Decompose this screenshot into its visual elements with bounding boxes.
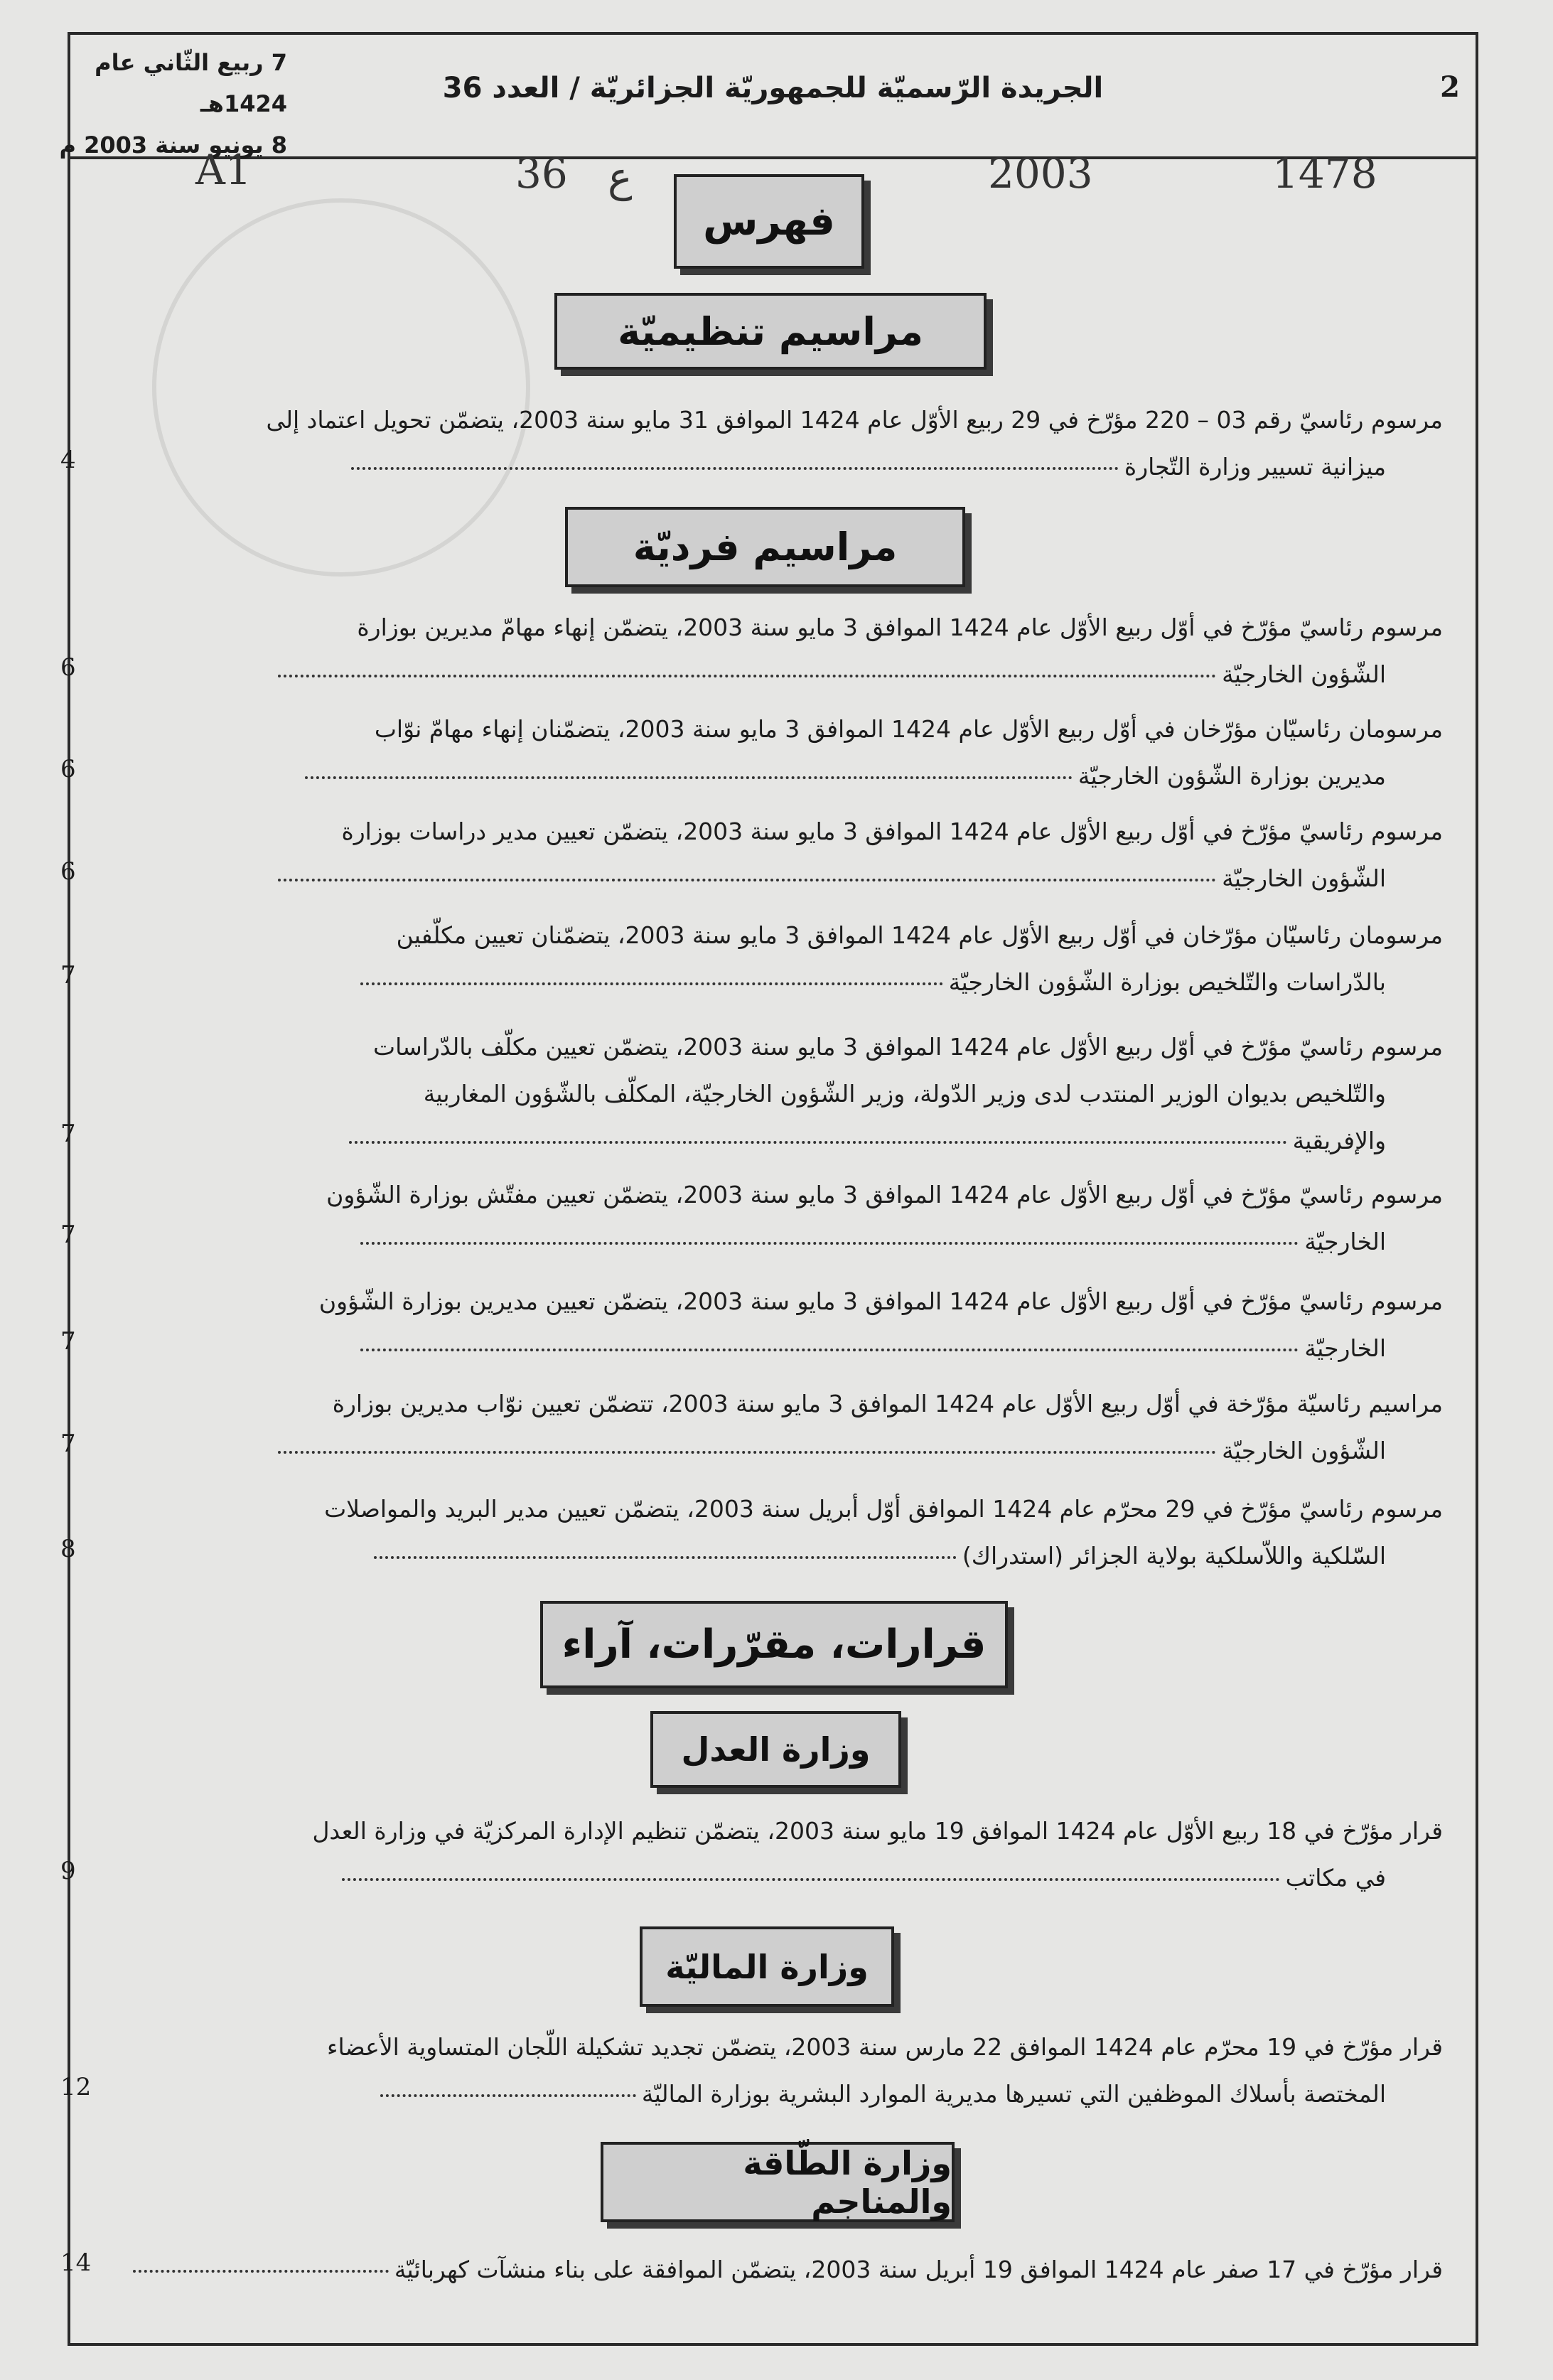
gazette-title: الجريدة الرّسميّة للجمهوريّة الجزائريّة / العدد 36 — [442, 72, 1104, 104]
entry-text: مرسوم رئاسيّ مؤرّخ في أوّل ربيع الأوّل عام 1424 الموافق 3 مايو سنة 2003، يتضمّن تعيين مفتّش بوزارة الشّؤون — [326, 1181, 1443, 1208]
toc-entry — [60, 1808, 1443, 1902]
toc-entry — [60, 912, 1443, 1006]
page-number: 2 — [1440, 70, 1460, 104]
toc-entry — [60, 1278, 1443, 1372]
entry-page-number: 7 — [60, 1221, 76, 1249]
entry-text: مرسوم رئاسيّ مؤرّخ في أوّل ربيع الأوّل عام 1424 الموافق 3 مايو سنة 2003، يتضمّن تعيين مديرين بوزارة الشّؤون — [318, 1287, 1443, 1315]
entry-text-cont: والتّلخيص بديوان الوزير المنتدب لدى وزير الدّولة، وزير الشّؤون الخارجيّة، المكلّف بالشّؤون المغاربية — [423, 1080, 1386, 1108]
page-header — [59, 35, 1476, 159]
entry-text-cont: الخارجيّة — [1304, 1228, 1386, 1255]
entry-text-cont: مديرين بوزارة الشّؤون الخارجيّة — [1078, 762, 1386, 790]
dot-leader — [351, 467, 1119, 470]
section-index-title: فهرس — [674, 174, 864, 269]
handwritten-issue: 36 — [515, 149, 568, 198]
entry-page-number: 6 — [60, 755, 76, 783]
handwritten-code-right: 1478 — [1272, 149, 1377, 198]
entry-text-cont: والإفريقية — [1292, 1127, 1386, 1154]
dot-leader — [278, 879, 1216, 881]
entry-text: مرسوم رئاسيّ مؤرّخ في 29 محرّم عام 1424 الموافق أوّل أبريل سنة 2003، يتضمّن تعيين مدير البريد والمواصلات — [324, 1495, 1443, 1523]
dot-leader — [360, 982, 943, 985]
toc-entry — [60, 397, 1443, 491]
hijri-date: 7 ربيع الثّاني عام 1424هـ — [95, 49, 287, 117]
entry-text-cont: الشّؤون الخارجيّة — [1222, 1437, 1386, 1464]
faded-stamp — [152, 198, 530, 577]
gregorian-date: 8 يونيو سنة 2003 م — [59, 132, 287, 159]
dot-leader — [380, 2094, 636, 2097]
toc-entry — [60, 706, 1443, 800]
dot-leader — [305, 776, 1073, 779]
handwritten-code-left: A1 — [195, 146, 252, 194]
toc-entry — [60, 1024, 1443, 1164]
section-ministry-finance: وزارة الماليّة — [640, 1926, 894, 2007]
handwritten-letter: ع — [608, 153, 633, 201]
entry-page-number: 14 — [60, 2248, 92, 2277]
section-ministry-energy: وزارة الطّاقة والمناجم — [601, 2142, 955, 2222]
entry-page-number: 7 — [60, 1120, 76, 1148]
entry-text: مرسوم رئاسيّ رقم 03 – 220 مؤرّخ في 29 ربيع الأوّل عام 1424 الموافق 31 مايو سنة 2003، يتضمّن تحويل اعتماد إلى — [266, 406, 1443, 434]
entry-text-cont: الشّؤون الخارجيّة — [1222, 864, 1386, 892]
dot-leader — [278, 1451, 1216, 1454]
entry-page-number: 6 — [60, 653, 76, 682]
handwritten-year: 2003 — [988, 149, 1093, 198]
dot-leader — [360, 1242, 1299, 1245]
toc-entry — [60, 2246, 1443, 2293]
toc-entry — [60, 2024, 1443, 2118]
toc-entry — [60, 1486, 1443, 1580]
entry-text: قرار مؤرّخ في 17 صفر عام 1424 الموافق 19 أبريل سنة 2003، يتضمّن الموافقة على بناء منشآت كهربائيّة — [394, 2256, 1443, 2283]
dot-leader — [374, 1556, 957, 1559]
section-ministry-justice: وزارة العدل — [650, 1711, 901, 1788]
entry-page-number: 12 — [60, 2073, 92, 2101]
entry-page-number: 6 — [60, 857, 76, 886]
entry-text: قرار مؤرّخ في 18 ربيع الأوّل عام 1424 الموافق 19 مايو سنة 2003، يتضمّن تنظيم الإدارة المركزيّة في وزارة العدل — [312, 1817, 1443, 1845]
section-regulatory-decrees: مراسيم تنظيميّة — [554, 293, 987, 370]
entry-text: مرسوم رئاسيّ مؤرّخ في أوّل ربيع الأوّل عام 1424 الموافق 3 مايو سنة 2003، يتضمّن تعيين مكلّف بالدّراسات — [373, 1033, 1443, 1061]
entry-text: مرسومان رئاسيّان مؤرّخان في أوّل ربيع الأوّل عام 1424 الموافق 3 مايو سنة 2003، يتضمّنان تعيين مكلّفين — [396, 921, 1443, 949]
entry-page-number: 7 — [60, 1430, 76, 1458]
toc-entry — [60, 604, 1443, 698]
dot-leader — [133, 2270, 389, 2273]
entry-page-number: 8 — [60, 1535, 76, 1563]
dot-leader — [349, 1141, 1287, 1144]
entry-text-cont: في مكاتب — [1285, 1864, 1386, 1892]
entry-page-number: 7 — [60, 961, 76, 990]
entry-text: مرسومان رئاسيّان مؤرّخان في أوّل ربيع الأوّل عام 1424 الموافق 3 مايو سنة 2003، يتضمّنان إنهاء مهامّ نوّاب — [374, 715, 1443, 743]
dot-leader — [342, 1878, 1280, 1881]
dot-leader — [360, 1349, 1299, 1351]
entry-text-cont: الشّؤون الخارجيّة — [1222, 660, 1386, 688]
entry-text: مراسيم رئاسيّة مؤرّخة في أوّل ربيع الأوّل عام 1424 الموافق 3 مايو سنة 2003، تتضمّن تعيين نوّاب مديرين بوزارة — [332, 1390, 1443, 1417]
dot-leader — [278, 675, 1216, 677]
entry-text: مرسوم رئاسيّ مؤرّخ في أوّل ربيع الأوّل عام 1424 الموافق 3 مايو سنة 2003، يتضمّن تعيين مدير دراسات بوزارة — [341, 818, 1443, 845]
entry-text-cont: الخارجيّة — [1304, 1334, 1386, 1362]
section-individual-decrees: مراسيم فرديّة — [565, 507, 965, 587]
toc-entry — [60, 1172, 1443, 1265]
entry-text-cont: السّلكية واللاّسلكية بولاية الجزائر (استدراك) — [962, 1542, 1386, 1570]
entry-page-number: 9 — [60, 1857, 76, 1885]
entry-text: مرسوم رئاسيّ مؤرّخ في أوّل ربيع الأوّل عام 1424 الموافق 3 مايو سنة 2003، يتضمّن إنهاء مهامّ مديرين بوزارة — [357, 613, 1443, 641]
entry-text-cont: بالدّراسات والتّلخيص بوزارة الشّؤون الخارجيّة — [948, 968, 1386, 996]
entry-text-cont: المختصة بأسلاك الموظفين التي تسيرها مديرية الموارد البشرية بوزارة الماليّة — [641, 2080, 1386, 2108]
toc-entry — [60, 808, 1443, 902]
entry-page-number: 4 — [60, 446, 76, 474]
entry-text: قرار مؤرّخ في 19 محرّم عام 1424 الموافق 22 مارس سنة 2003، يتضمّن تجديد تشكيلة اللّجان المتساوية الأعضاء — [326, 2033, 1443, 2061]
section-decisions: قرارات، مقرّرات، آراء — [540, 1601, 1008, 1688]
entry-text-cont: ميزانية تسيير وزارة التّجارة — [1124, 453, 1386, 481]
toc-entry — [60, 1381, 1443, 1474]
entry-page-number: 7 — [60, 1327, 76, 1356]
